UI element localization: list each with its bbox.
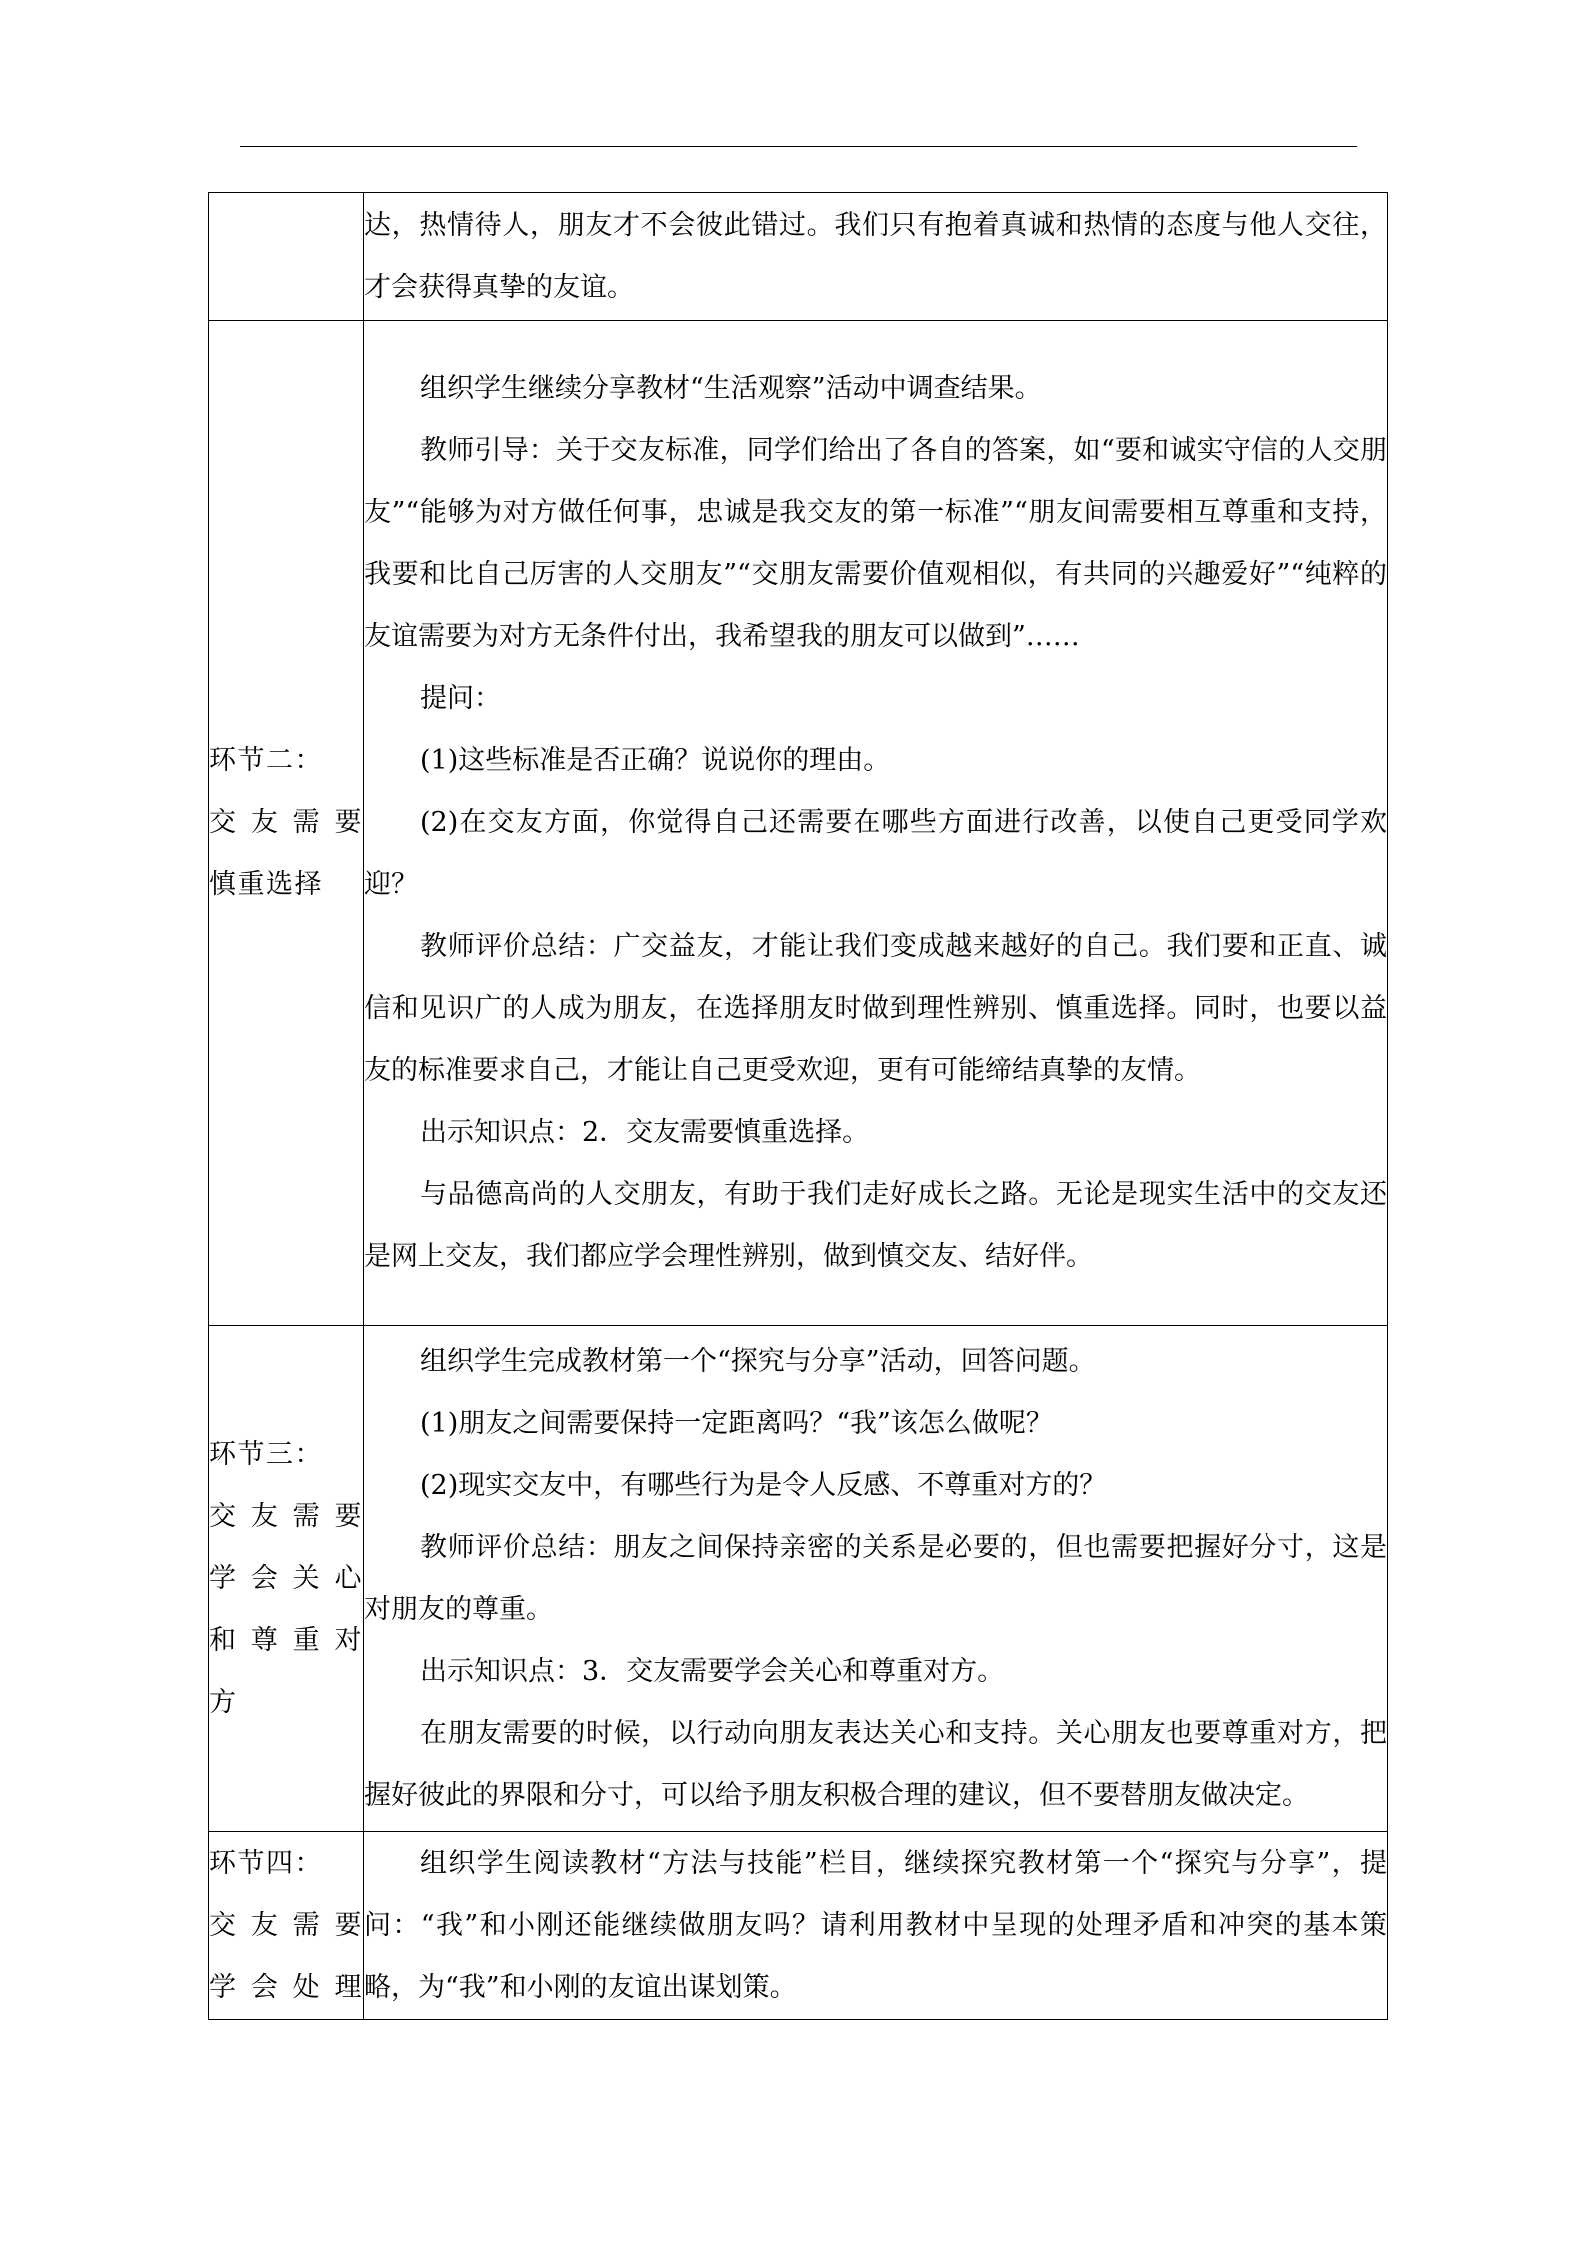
stage-label-cell bbox=[209, 193, 364, 321]
table-row bbox=[209, 193, 1388, 321]
content-paragraph: 组织学生继续分享教材“生活观察”活动中调查结果。 bbox=[420, 373, 1042, 404]
content-paragraph: 教师评价总结：朋友之间保持亲密的关系是必要的，但也需要把握好分寸，这是对朋友的尊重。 bbox=[364, 1531, 1387, 1625]
table-row bbox=[209, 1832, 1388, 2020]
continuation-paragraph: 达，热情待人，朋友才不会彼此错过。我们只有抱着真诚和热情的态度与他人交往，才会获得真挚的友谊。 bbox=[364, 209, 1387, 303]
content-paragraph: 组织学生完成教材第一个“探究与分享”活动，回答问题。 bbox=[420, 1345, 1096, 1377]
stage-content-cell bbox=[364, 321, 1388, 1326]
stage-label-cell bbox=[209, 1832, 364, 2020]
stage-label-line: 慎重选择 bbox=[209, 869, 323, 900]
stage-label-line: 环节二： bbox=[209, 745, 323, 776]
stage-label-line: 交友需要 bbox=[209, 1500, 363, 1532]
stage-label-line: 环节三： bbox=[209, 1438, 323, 1470]
question-item: (2)在交友方面，你觉得自己还需要在哪些方面进行改善，以使自己更受同学欢迎？ bbox=[364, 807, 1387, 900]
header-rule bbox=[240, 146, 1357, 147]
stage-label-line: 环节四： bbox=[209, 1847, 323, 1879]
stage-label-line: 学会关心 bbox=[209, 1562, 363, 1594]
stage-label-line: 交友需要 bbox=[209, 1909, 363, 1941]
knowledge-point: 出示知识点：2．交友需要慎重选择。 bbox=[420, 1117, 870, 1148]
stage-label-line: 方 bbox=[209, 1686, 238, 1718]
content-paragraph: 组织学生阅读教材“方法与技能”栏目，继续探究教材第一个“探究与分享”，提问：“我”和小刚还能继续做朋友吗？请利用教材中呈现的处理矛盾和冲突的基本策略，为“我”和小刚的友谊出谋划策。 bbox=[364, 1847, 1387, 2003]
stage-label-line: 交友需要 bbox=[209, 807, 363, 838]
content-paragraph: 提问： bbox=[420, 683, 501, 714]
knowledge-point: 出示知识点：3．交友需要学会关心和尊重对方。 bbox=[420, 1655, 1005, 1687]
stage-content-cell bbox=[364, 1832, 1388, 2020]
stage-label-cell bbox=[209, 1326, 364, 1832]
question-item: (2)现实交友中，有哪些行为是令人反感、不尊重对方的？ bbox=[420, 1469, 1107, 1501]
stage-label-line: 和尊重对 bbox=[209, 1624, 363, 1656]
question-item: (1)这些标准是否正确？说说你的理由。 bbox=[420, 745, 891, 776]
table-row bbox=[209, 1326, 1388, 1832]
stage-content-cell bbox=[364, 193, 1388, 321]
question-item: (1)朋友之间需要保持一定距离吗？“我”该怎么做呢？ bbox=[420, 1407, 1053, 1439]
stage-content-cell bbox=[364, 1326, 1388, 1832]
content-paragraph: 与品德高尚的人交朋友，有助于我们走好成长之路。无论是现实生活中的交友还是网上交友，我们都应学会理性辨别，做到慎交友、结好伴。 bbox=[364, 1179, 1387, 1272]
lesson-plan-table bbox=[208, 192, 1388, 2020]
stage-label-cell bbox=[209, 321, 364, 1326]
content-paragraph: 在朋友需要的时候，以行动向朋友表达关心和支持。关心朋友也要尊重对方，把握好彼此的界限和分寸，可以给予朋友积极合理的建议，但不要替朋友做决定。 bbox=[364, 1717, 1387, 1811]
stage-label-line: 学会处理 bbox=[209, 1971, 363, 2003]
content-paragraph: 教师引导：关于交友标准，同学们给出了各自的答案，如“要和诚实守信的人交朋友”“能够为对方做任何事，忠诚是我交友的第一标准”“朋友间需要相互尊重和支持，我要和比自己厉害的人交朋友”“交朋友需要价值观相似，有共同的兴趣爱好”“纯粹的友谊需要为对方无条件付出，我希望我的朋友可以做到”…… bbox=[364, 435, 1387, 652]
table-row bbox=[209, 321, 1388, 1326]
content-paragraph: 教师评价总结：广交益友，才能让我们变成越来越好的自己。我们要和正直、诚信和见识广的人成为朋友，在选择朋友时做到理性辨别、慎重选择。同时，也要以益友的标准要求自己，才能让自己更受欢迎，更有可能缔结真挚的友情。 bbox=[364, 931, 1387, 1086]
